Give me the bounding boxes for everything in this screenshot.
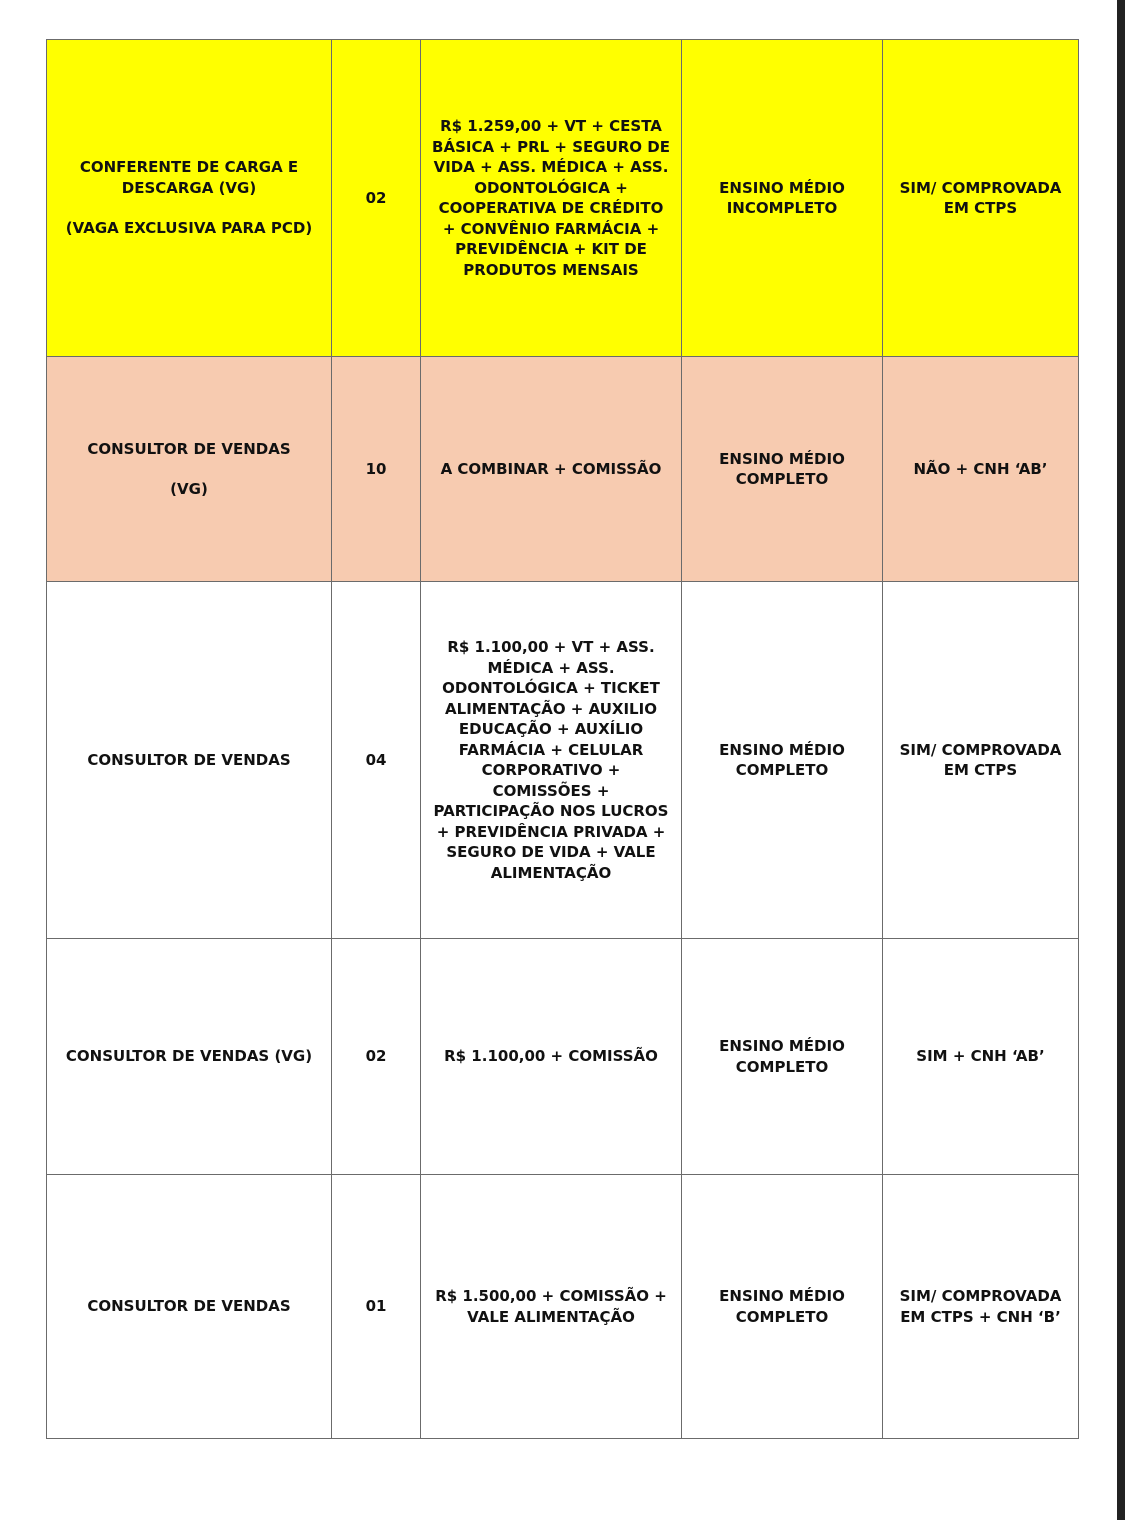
openings-count: 01	[332, 1175, 421, 1439]
job-title: CONSULTOR DE VENDAS	[87, 750, 291, 769]
openings-count: 04	[332, 582, 421, 939]
education-cell: ENSINO MÉDIO COMPLETO	[682, 582, 883, 939]
education-cell: ENSINO MÉDIO COMPLETO	[682, 357, 883, 582]
compensation-cell: R$ 1.100,00 + COMISSÃO	[421, 939, 682, 1175]
job-note: (VG)	[170, 480, 208, 498]
job-note: (VAGA EXCLUSIVA PARA PCD)	[65, 219, 313, 238]
job-title: CONFERENTE DE CARGA E DESCARGA (VG)	[79, 158, 299, 197]
compensation-cell: R$ 1.100,00 + VT + ASS. MÉDICA + ASS. ODONTOLÓGICA + TICKET ALIMENTAÇÃO + AUXILIO EDUCAÇÃO + AUXÍLIO FARMÁCIA + CELULAR CORPORATIVO + COMISSÕES + PARTICIPAÇÃO NOS LUCROS + PREVIDÊNCIA PRIVADA + SEGURO DE VIDA + VALE ALIMENTAÇÃO	[421, 582, 682, 939]
job-openings-table	[46, 39, 1079, 1439]
openings-count: 10	[332, 357, 421, 582]
openings-count: 02	[332, 939, 421, 1175]
experience-cell: SIM + CNH ‘AB’	[883, 939, 1079, 1175]
job-title: CONSULTOR DE VENDAS	[87, 439, 291, 458]
table-row	[47, 40, 1079, 357]
education-cell: ENSINO MÉDIO COMPLETO	[682, 939, 883, 1175]
compensation-cell: R$ 1.500,00 + COMISSÃO + VALE ALIMENTAÇÃO	[421, 1175, 682, 1439]
job-title: CONSULTOR DE VENDAS	[87, 1297, 291, 1316]
experience-cell: SIM/ COMPROVADA EM CTPS	[883, 40, 1079, 357]
table-row	[47, 939, 1079, 1175]
compensation-cell: A COMBINAR + COMISSÃO	[421, 357, 682, 582]
job-title: CONSULTOR DE VENDAS (VG)	[65, 1047, 313, 1066]
page-edge-shadow	[1117, 0, 1125, 1520]
compensation-cell: R$ 1.259,00 + VT + CESTA BÁSICA + PRL + SEGURO DE VIDA + ASS. MÉDICA + ASS. ODONTOLÓGICA + COOPERATIVA DE CRÉDITO + CONVÊNIO FARMÁCIA + PREVIDÊNCIA + KIT DE PRODUTOS MENSAIS	[421, 40, 682, 357]
table-row	[47, 357, 1079, 582]
table-row	[47, 582, 1079, 939]
job-title-cell	[47, 939, 332, 1175]
openings-count: 02	[332, 40, 421, 357]
experience-cell: NÃO + CNH ‘AB’	[883, 357, 1079, 582]
education-cell: ENSINO MÉDIO COMPLETO	[682, 1175, 883, 1439]
job-title-cell	[47, 582, 332, 939]
experience-cell: SIM/ COMPROVADA EM CTPS	[883, 582, 1079, 939]
education-cell: ENSINO MÉDIO INCOMPLETO	[682, 40, 883, 357]
job-title-cell	[47, 357, 332, 582]
table-row	[47, 1175, 1079, 1439]
experience-cell: SIM/ COMPROVADA EM CTPS + CNH ‘B’	[883, 1175, 1079, 1439]
job-title-cell	[47, 1175, 332, 1439]
job-title-cell	[47, 40, 332, 357]
